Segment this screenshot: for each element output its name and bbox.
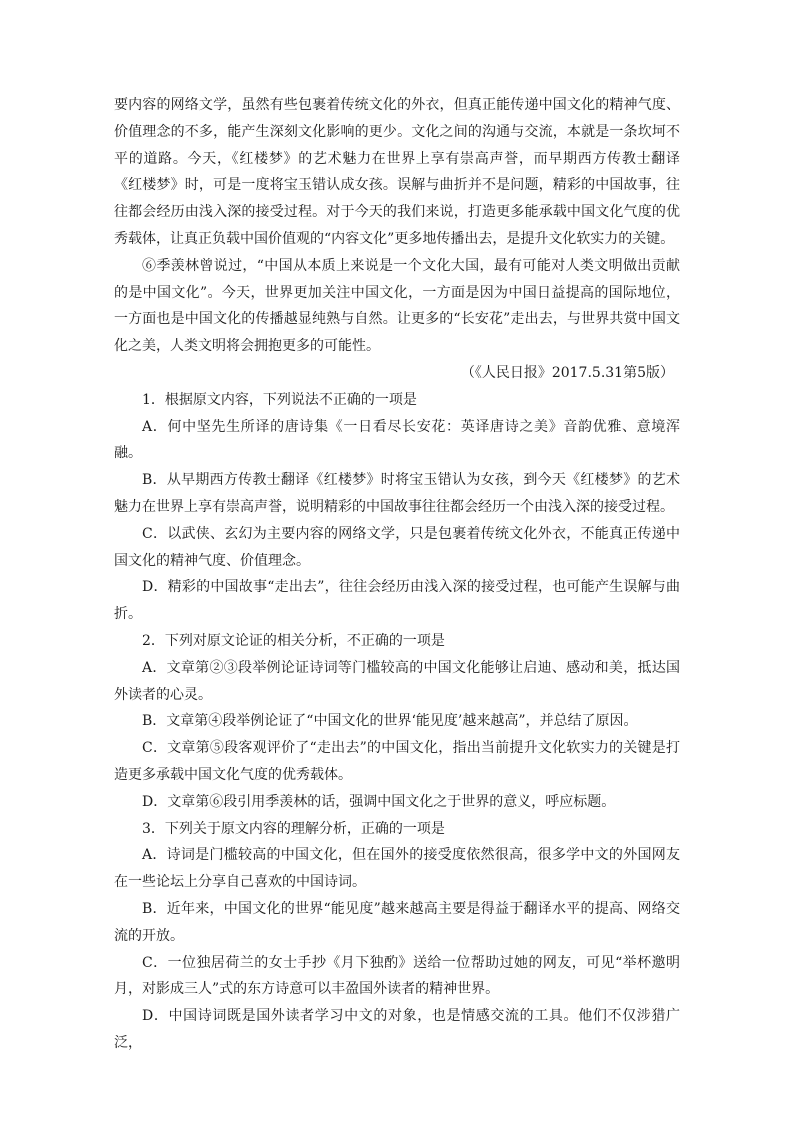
- document-page: [114, 92, 680, 1057]
- question-3: [114, 816, 680, 1057]
- question-title: 2．下列对原文论证的相关分析，不正确的一项是: [142, 632, 445, 649]
- question-option: C．文章第⑤段客观评价了“走出去”的中国文化，指出当前提升文化软实力的关键是打造更多承载中国文化气度的优秀载体。: [114, 740, 680, 783]
- question-option: C．一位独居荷兰的女士手抄《月下独酌》送给一位帮助过她的网友，可见“举杯邀明月，对影成三人”式的东方诗意可以丰盈国外读者的精神世界。: [114, 954, 680, 998]
- article-source: （《人民日报》2017.5.31第5版）: [460, 364, 674, 381]
- question-1: [114, 387, 680, 628]
- question-option: B．从早期西方传教士翻译《红楼梦》时将宝玉错认为女孩，到今天《红楼梦》的艺术魅力在世界上享有崇高声誉，说明精彩的中国故事往往都会经历一个由浅入深的接受过程。: [114, 472, 680, 515]
- question-option: C．以武侠、玄幻为主要内容的网络文学，只是包裹着传统文化外衣，不能真正传递中国文化的精神气度、价值理念。: [114, 525, 680, 569]
- question-option: D．精彩的中国故事“走出去”，往往会经历由浅入深的接受过程，也可能产生误解与曲折。: [114, 579, 680, 623]
- question-option: A．诗词是门槛较高的中国文化，但在国外的接受度依然很高，很多学中文的外国网友在一些论坛上分享自己喜欢的中国诗词。: [114, 847, 680, 891]
- question-option: A．何中坚先生所译的唐诗集《一日看尽长安花：英译唐诗之美》音韵优雅、意境浑融。: [114, 418, 680, 462]
- article-paragraph-1: 要内容的网络文学，虽然有些包裹着传统文化的外衣，但真正能传递中国文化的精神气度、价值理念的不多，能产生深刻文化影响的更少。文化之间的沟通与交流，本就是一条坎坷不平的道路。今天，《红楼梦》的艺术魅力在世界上享有崇高声誉，而早期西方传教士翻译《红楼梦》时，可是一度将宝玉错认成女孩。误解与曲折并不是问题，精彩的中国故事，往往都会经历由浅入深的接受过程。对于今天的我们来说，打造更多能承载中国文化气度的优秀载体，让真正负载中国价值观的“内容文化”更多地传播出去，是提升文化软实力的关键。: [114, 97, 680, 247]
- question-title: 1．根据原文内容，下列说法不正确的一项是: [142, 391, 417, 408]
- question-title: 3．下列关于原文内容的理解分析，正确的一项是: [142, 820, 445, 837]
- question-2: [114, 628, 680, 816]
- question-option: B．近年来，中国文化的世界“能见度”越来越高主要是得益于翻译水平的提高、网络交流的开放。: [114, 900, 680, 944]
- question-option: D．文章第⑥段引用季羡林的话，强调中国文化之于世界的意义，呼应标题。: [142, 793, 616, 810]
- question-option: B．文章第④段举例论证了“中国文化的世界‘能见度’越来越高”，并总结了原因。: [142, 713, 638, 730]
- question-option: D．中国诗词既是国外读者学习中文的对象，也是情感交流的工具。他们不仅涉猎广泛，: [114, 1008, 680, 1051]
- question-option: A．文章第②③段举例论证诗词等门槛较高的中国文化能够让启迪、感动和美，抵达国外读者的心灵。: [114, 659, 680, 703]
- article-paragraph-2: ⑥季羡林曾说过，“中国从本质上来说是一个文化大国，最有可能对人类文明做出贡献的是中国文化”。今天，世界更加关注中国文化，一方面是因为中国日益提高的国际地位，一方面也是中国文化的传播越显纯熟与自然。让更多的“长安花”走出去，与世界共赏中国文化之美，人类文明将会拥抱更多的可能性。: [114, 257, 680, 355]
